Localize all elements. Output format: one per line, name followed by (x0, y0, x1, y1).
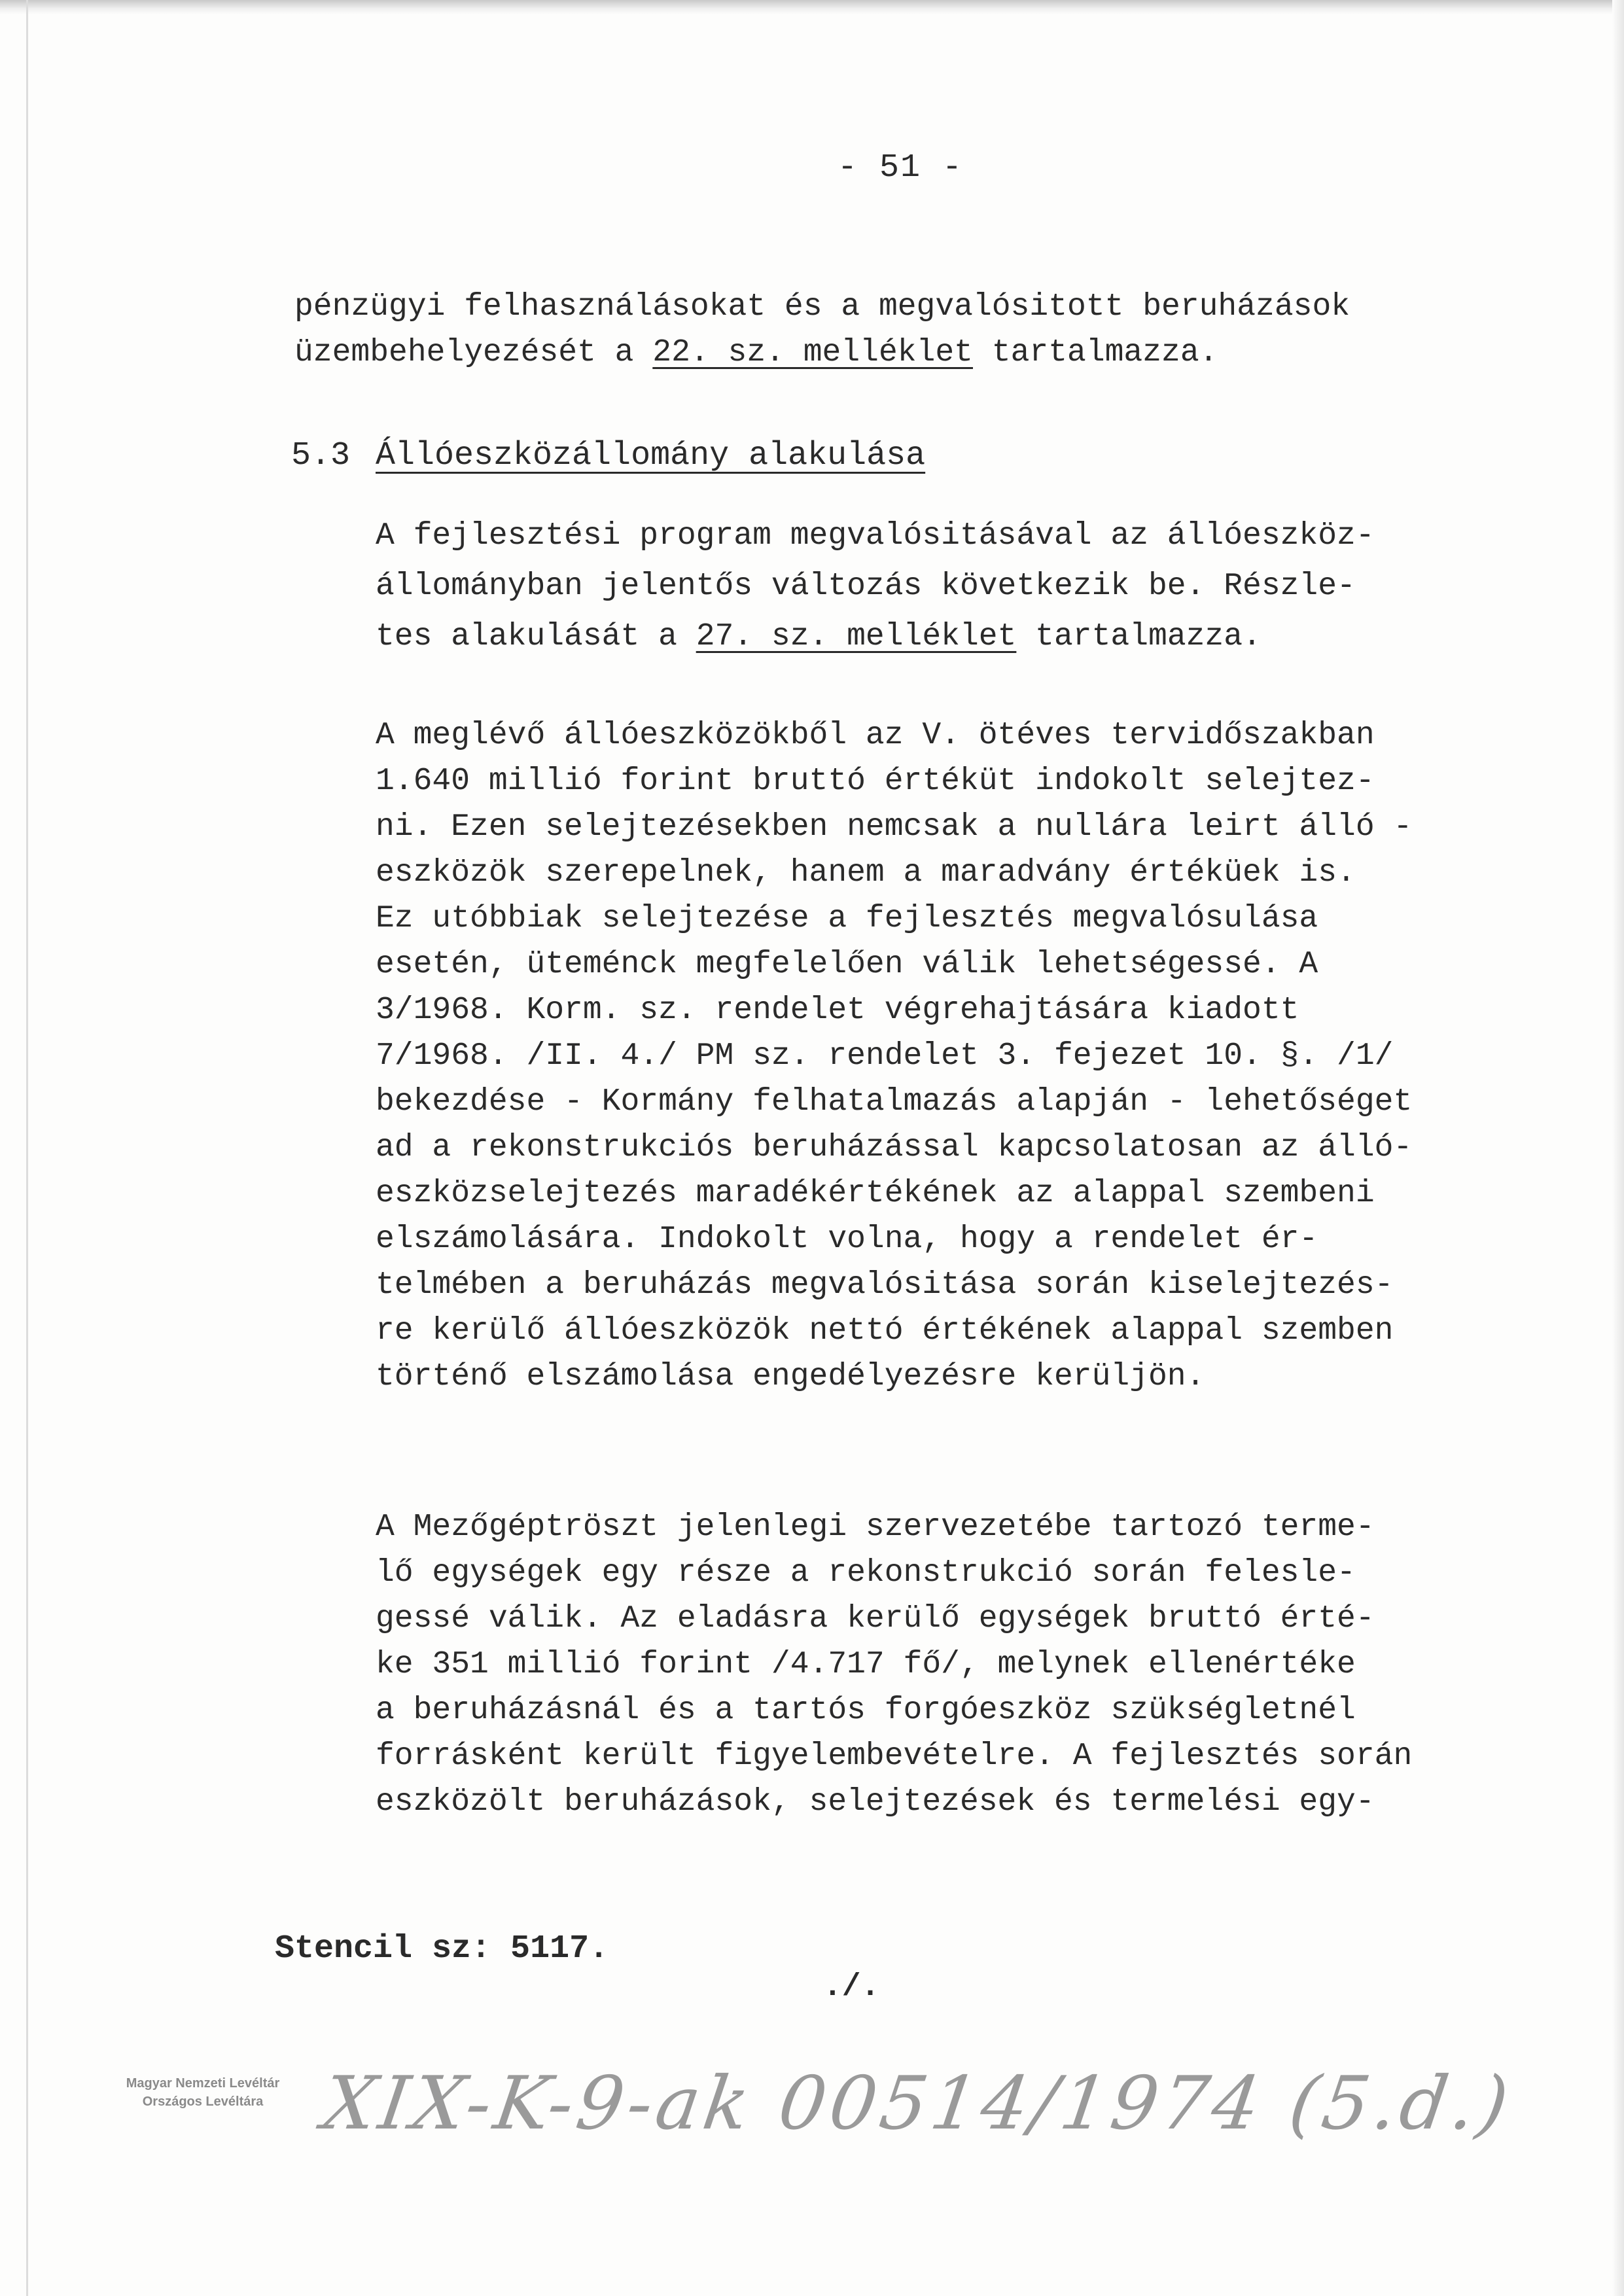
para2-line: ni. Ezen selejtezésekben nemcsak a nullára leirt álló - (376, 809, 1413, 845)
page-number: - 51 - (838, 149, 964, 186)
annex-reference-27: 27. sz. melléklet (696, 619, 1017, 654)
para2-line: A meglévő állóeszközökből az V. ötéves tervidőszakban (376, 718, 1375, 753)
para3-line: forrásként került figyelembevételre. A fejlesztés során (376, 1739, 1413, 1774)
para1-line-3-text: tes alakulását a (376, 619, 696, 654)
para3-line: ke 351 millió forint /4.717 fő/, melynek ellenértéke (376, 1647, 1356, 1682)
para3-line: A Mezőgéptröszt jelenlegi szervezetébe tartozó terme- (376, 1510, 1375, 1545)
para2-line: eszközselejtezés maradékértékének az alappal szembeni (376, 1176, 1375, 1211)
para2-line: Ez utóbbiak selejtezése a fejlesztés megvalósulása (376, 901, 1318, 936)
para2-line: bekezdése - Kormány felhatalmazás alapján - lehetőséget (376, 1084, 1413, 1120)
para2-line: re kerülő állóeszközök nettó értékének alappal szemben (376, 1313, 1394, 1349)
para2-line: 7/1968. /II. 4./ PM sz. rendelet 3. fejezet 10. §. /1/ (376, 1038, 1394, 1074)
para1-line-3 (376, 621, 1262, 652)
para2-line: telmében a beruházás megvalósitása során kiselejtezés- (376, 1267, 1394, 1303)
para2-line: 3/1968. Korm. sz. rendelet végrehajtására kiadott (376, 993, 1299, 1028)
annex-reference-22: 22. sz. melléklet (652, 335, 973, 370)
intro-line-1: pénzügyi felhasználásokat és a megvalósitott beruházások (294, 289, 1350, 325)
para2-line: esetén, üteménck megfelelően válik lehetségessé. A (376, 947, 1318, 982)
para2-line: 1.640 millió forint bruttó értéküt indokolt selejtez- (376, 764, 1375, 799)
para2-line: ad a rekonstrukciós beruházással kapcsolatosan az álló- (376, 1130, 1413, 1165)
para1-line-2: állományban jelentős változás következik be. Részle- (376, 569, 1356, 604)
para2-line: történő elszámolása engedélyezésre kerüljön. (376, 1359, 1205, 1394)
archive-stamp (98, 2074, 308, 2111)
stencil-number: Stencil sz: 5117. (275, 1930, 609, 1968)
para3-line: a beruházásnál és a tartós forgóeszköz szükségletnél (376, 1693, 1356, 1728)
para3-line: gessé válik. Az eladásra kerülő egységek bruttó érté- (376, 1601, 1375, 1636)
archive-reference-handwritten: XIX-K-9-ak 00514/1974 (5.d.) (317, 2061, 1517, 2146)
intro-line-2-end: tartalmazza. (972, 335, 1218, 370)
scan-edge-right (1612, 0, 1624, 2296)
archive-stamp-line-2: Országos Levéltára (142, 2094, 264, 2109)
scan-edge-left (26, 0, 28, 2296)
para2-line: elszámolására. Indokolt volna, hogy a rendelet ér- (376, 1222, 1318, 1257)
archive-stamp-line-1: Magyar Nemzeti Levéltár (126, 2076, 280, 2091)
para1-line-1: A fejlesztési program megvalósitásával az állóeszköz- (376, 518, 1375, 554)
intro-line-2-text: üzembehelyezését a (294, 335, 653, 370)
para2-line: eszközök szerepelnek, hanem a maradvány értéküek is. (376, 855, 1356, 891)
intro-line-2 (294, 337, 1218, 368)
para3-line: eszközölt beruházások, selejtezések és termelési egy- (376, 1784, 1375, 1820)
section-title: Állóeszközállomány alakulása (376, 437, 926, 474)
para1-line-3-end: tartalmazza. (1016, 619, 1262, 654)
para3-line: lő egységek egy része a rekonstrukció során felesle- (376, 1555, 1356, 1591)
section-number: 5.3 (291, 437, 351, 474)
scan-edge-top (0, 0, 1624, 14)
continuation-mark: ./. (823, 1969, 880, 2005)
